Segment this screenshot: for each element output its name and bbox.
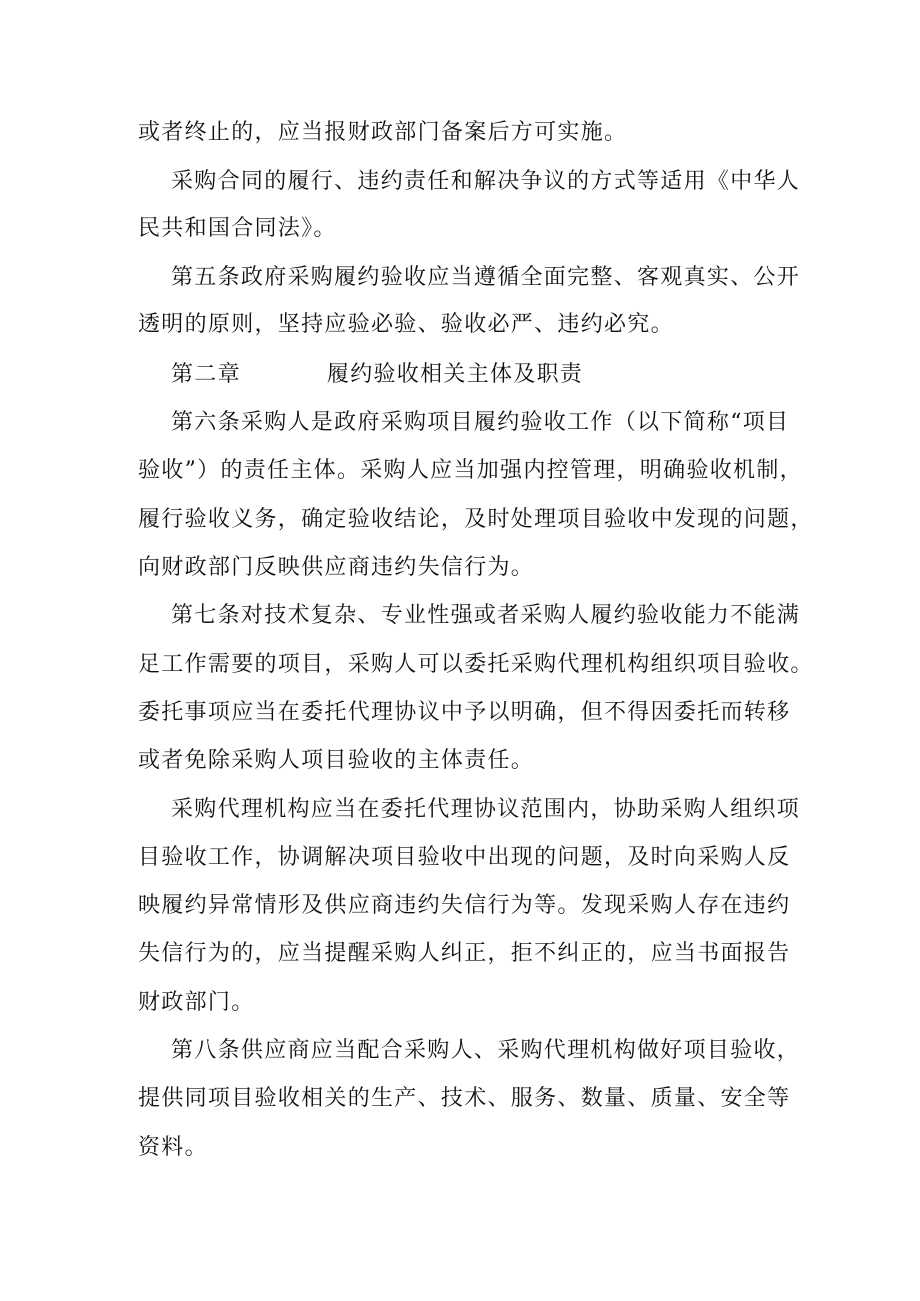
chapter-number: 第二章 bbox=[171, 362, 241, 387]
paragraph-line: 提供同项目验收相关的生产、技术、服务、数量、质量、安全等 bbox=[138, 1086, 791, 1111]
paragraph-line: 第五条政府采购履约验收应当遵循全面完整、客观真实、公开 bbox=[171, 265, 801, 290]
paragraph-line: 目验收工作，协调解决项目验收中出现的问题，及时向采购人反 bbox=[138, 845, 791, 870]
paragraph-line: 第七条对技术复杂、专业性强或者采购人履约验收能力不能满 bbox=[171, 603, 801, 628]
paragraph-line: 采购合同的履行、违约责任和解决争议的方式等适用《中华人 bbox=[171, 169, 801, 194]
paragraph-line: 民共和国合同法》。 bbox=[138, 216, 337, 241]
paragraph-line: 履行验收义务，确定验收结论，及时处理项目验收中发现的问题， bbox=[138, 507, 814, 532]
paragraph-line: 足工作需要的项目，采购人可以委托采购代理机构组织项目验收。 bbox=[138, 652, 814, 677]
paragraph-line: 映履约异常情形及供应商违约失信行为等。发现采购人存在违约 bbox=[138, 893, 791, 918]
paragraph-line: 或者终止的，应当报财政部门备案后方可实施。 bbox=[138, 120, 628, 145]
paragraph-line: 委托事项应当在委托代理协议中予以明确，但不得因委托而转移 bbox=[138, 700, 791, 725]
paragraph-line: 第八条供应商应当配合采购人、采购代理机构做好项目验收， bbox=[171, 1038, 801, 1063]
paragraph-line: 资料。 bbox=[138, 1135, 208, 1160]
paragraph-line: 采购代理机构应当在委托代理协议范围内，协助采购人组织项 bbox=[171, 797, 801, 822]
chapter-title: 履约验收相关主体及职责 bbox=[326, 362, 584, 387]
paragraph-line: 向财政部门反映供应商违约失信行为。 bbox=[138, 555, 535, 580]
paragraph-line: 验收”）的责任主体。采购人应当加强内控管理，明确验收机制， bbox=[138, 458, 803, 483]
paragraph-line: 或者免除采购人项目验收的主体责任。 bbox=[138, 748, 535, 773]
paragraph-line: 透明的原则，坚持应验必验、验收必严、违约必究。 bbox=[138, 312, 674, 337]
paragraph-line: 失信行为的，应当提醒采购人纠正，拒不纠正的，应当书面报告 bbox=[138, 941, 791, 966]
chapter-heading bbox=[171, 360, 583, 390]
paragraph-line: 财政部门。 bbox=[138, 990, 255, 1015]
paragraph-line: 第六条采购人是政府采购项目履约验收工作（以下简称“项目 bbox=[171, 410, 790, 435]
